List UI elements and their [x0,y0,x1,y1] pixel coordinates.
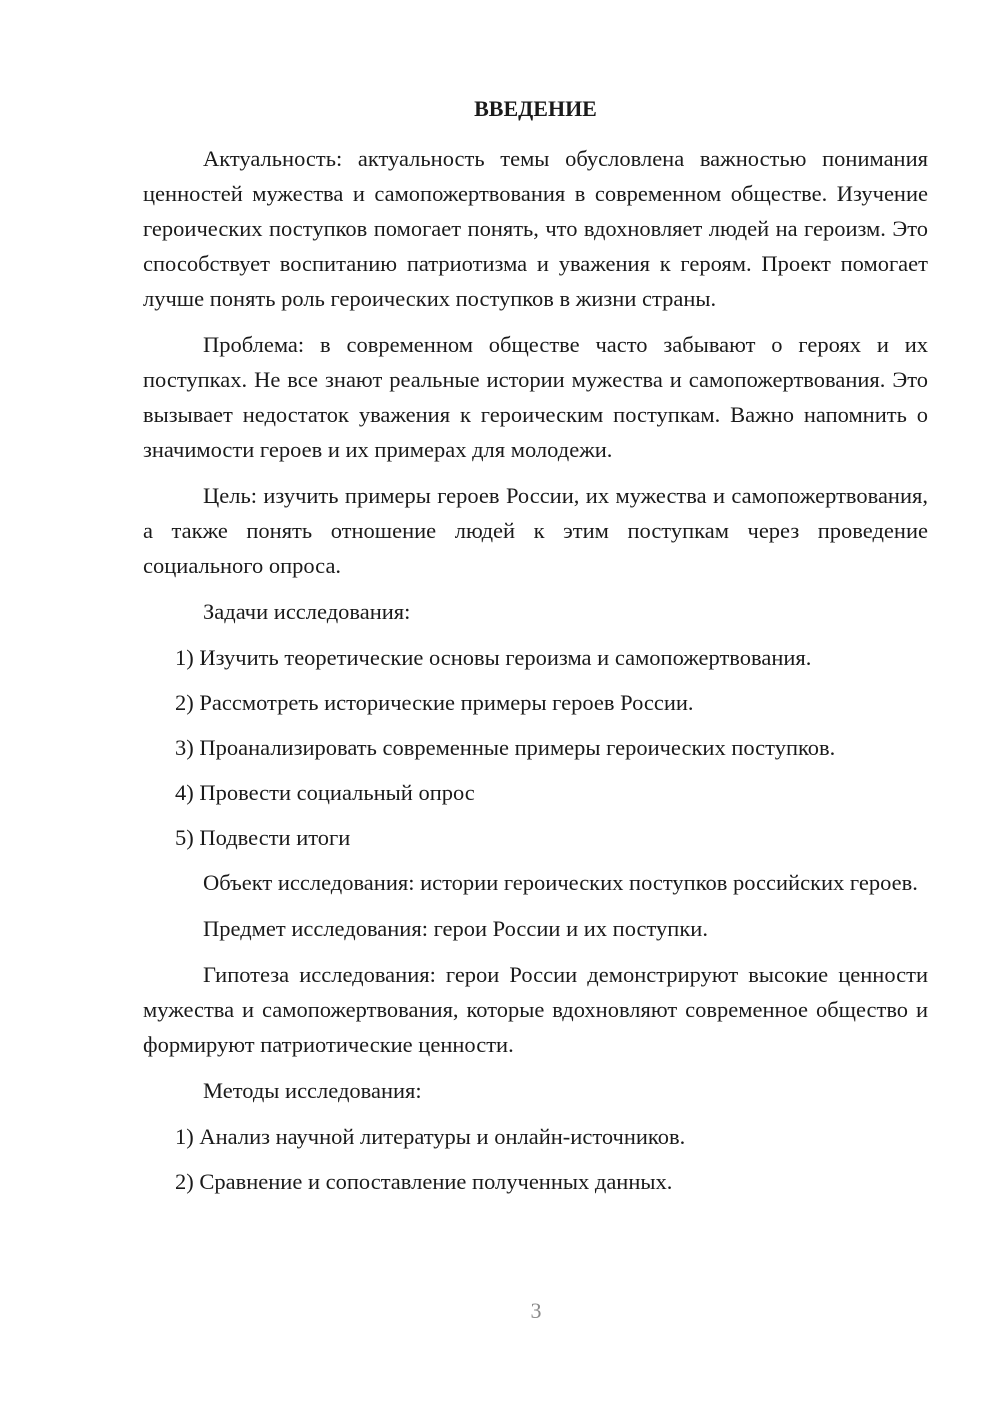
methods-title: Методы исследования: [203,1078,422,1103]
list-item-method-1: 1) Анализ научной литературы и онлайн-источников. [175,1124,686,1149]
paragraph-relevance: Актуальность: актуальность темы обусловлена важностью понимания ценностей мужества и самопожертвования в современном обществе. Изучение героических поступков помогает понять, что вдохновляет людей на героизм. Это способствует воспитанию патриотизма и уважения к героям. Проект помогает лучше понять роль героических поступков в жизни страны. [143,146,928,311]
list-item-task-4: 4) Провести социальный опрос [175,780,475,805]
list-item-task-1: 1) Изучить теоретические основы героизма и самопожертвования. [175,645,812,670]
list-item-method-2: 2) Сравнение и сопоставление полученных данных. [175,1169,673,1194]
section-heading: ВВЕДЕНИЕ [474,96,597,121]
list-item-task-2: 2) Рассмотреть исторические примеры героев России. [175,690,694,715]
paragraph-problem: Проблема: в современном обществе часто забывают о героях и их поступках. Не все знают реальные истории мужества и самопожертвования. Это вызывает недостаток уважения к героическим поступкам. Важно напомнить о значимости героев и их примерах для молодежи. [143,332,928,462]
paragraph-subject: Предмет исследования: герои России и их поступки. [203,916,708,941]
list-item-task-5: 5) Подвести итоги [175,825,351,850]
paragraph-object: Объект исследования: истории героических поступков российских героев. [203,870,918,895]
paragraph-hypothesis: Гипотеза исследования: герои России демонстрируют высокие ценности мужества и самопожертвования, которые вдохновляют современное общество и формируют патриотические ценности. [143,962,928,1057]
list-item-task-3: 3) Проанализировать современные примеры героических поступков. [175,735,836,760]
paragraph-goal: Цель: изучить примеры героев России, их мужества и самопожертвования, а также понять отношение людей к этим поступкам через проведение социального опроса. [143,483,928,578]
page-number: 3 [530,1298,542,1323]
tasks-title: Задачи исследования: [203,599,411,624]
page-content [143,94,928,1209]
